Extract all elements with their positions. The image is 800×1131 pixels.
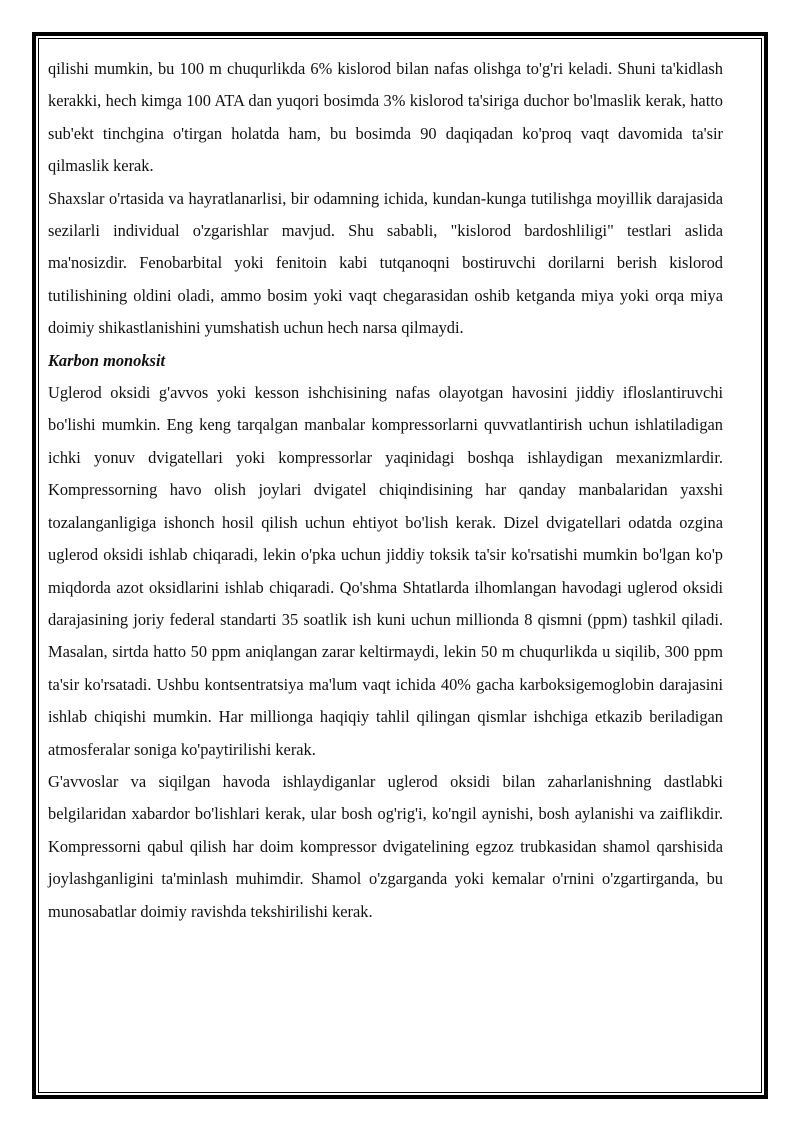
- paragraph-carbon-monoxide-symptoms: G'avvoslar va siqilgan havoda ishlaydiganlar uglerod oksidi bilan zaharlanishning dastlabki belgilaridan xabardor bo'lishlari kerak, ular bosh og'rig'i, ko'ngil aynishi, bosh aylanishi va zaiflikdir. Kompressorni qabul qilish har doim kompressor dvigatelining egzoz trubkasidan shamol qarshisida joylashganligini ta'minlash muhimdir. Shamol o'zgarganda yoki kemalar o'rnini o'zgartirganda, bu munosabatlar doimiy ravishda tekshirilishi kerak.: [48, 771, 723, 921]
- paragraph-oxygen-tolerance: Shaxslar o'rtasida va hayratlanarlisi, bir odamning ichida, kundan-kunga tutilishga moyillik darajasida sezilarli individual o'zgarishlar mavjud. Shu sababli, "kislorod bardoshliligi" testlari aslida ma'nosizdir. Fenobarbital yoki fenitoin kabi tutqanoqni bostiruvchi dorilarni berish kislorod tutilishining oldini oladi, ammo bosim yoki vaqt chegarasidan oshib ketganda miya yoki orqa miya doimiy shikastlanishini yumshatish uchun hech narsa qilmaydi.: [48, 188, 723, 338]
- section-heading: Karbon monoksit: [48, 350, 166, 370]
- document-body: [48, 53, 723, 928]
- paragraph-carbon-monoxide-sources: Uglerod oksidi g'avvos yoki kesson ishchisining nafas olayotgan havosini jiddiy ifloslantiruvchi bo'lishi mumkin. Eng keng tarqalgan manbalar kompressorlarni quvvatlantirish uchun ishlatiladigan ichki yonuv dvigatellari yoki kompressorlar yaqinidagi boshqa ishlaydigan mexanizmlardir. Kompressorning havo olish joylari dvigatel chiqindisining har qanday manbalaridan yaxshi tozalanganligiga ishonch hosil qilish uchun ehtiyot bo'lish kerak. Dizel dvigatellari odatda ozgina uglerod oksidi ishlab chiqaradi, lekin o'pka uchun jiddiy toksik ta'sir ko'rsatishi mumkin bo'lgan ko'p miqdorda azot oksidlarini ishlab chiqaradi. Qo'shma Shtatlarda ilhomlangan havodagi uglerod oksidi darajasining joriy federal standarti 35 soatlik ish kuni uchun millionda 8 qismni (ppm) tashkil qiladi. Masalan, sirtda hatto 50 ppm aniqlangan zarar keltirmaydi, lekin 50 m chuqurlikda u siqilib, 300 ppm ta'sir ko'rsatadi. Ushbu kontsentratsiya ma'lum vaqt ichida 40% gacha karboksigemoglobin darajasini ishlab chiqishi mumkin. Har millionga haqiqiy tahlil qilingan qismlar ishchiga etkazib beriladigan atmosferalar soniga ko'paytirilishi kerak.: [48, 383, 723, 759]
- paragraph-continuation: qilishi mumkin, bu 100 m chuqurlikda 6% kislorod bilan nafas olishga to'g'ri keladi. Shuni ta'kidlash kerakki, hech kimga 100 ATA dan yuqori bosimda 3% kislorod ta'siriga duchor bo'lmaslik kerak, hatto sub'ekt tinchgina o'tirgan holatda ham, bu bosimda 90 daqiqadan ko'proq vaqt davomida ta'sir qilmaslik kerak.: [48, 59, 723, 176]
